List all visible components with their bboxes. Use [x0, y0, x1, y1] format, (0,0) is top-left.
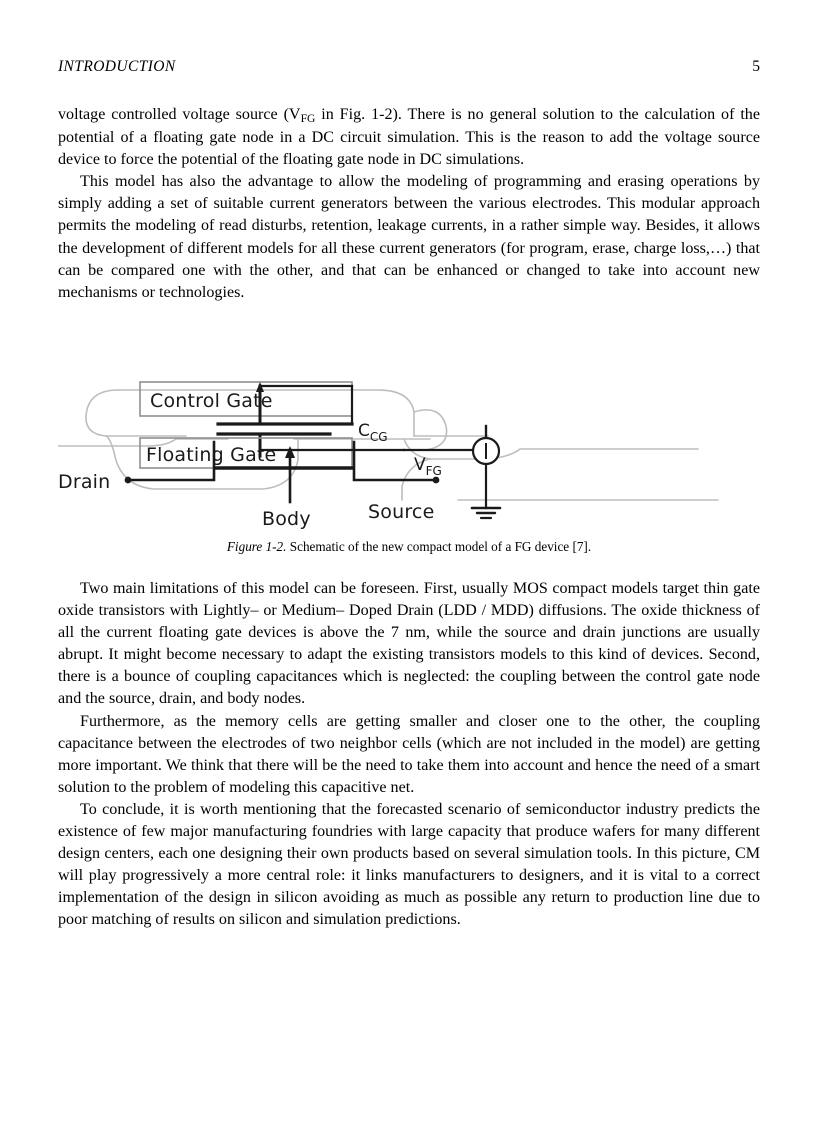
paragraph-5: To conclude, it is worth mentioning that the forecasted scenario of semiconductor industry predicts the existence of few major manufacturing foundries with large capacity that produce wafers for many different design centers, each one designing their own products based on several simulation tools. In this picture, CM will play progressively a more central role: it links manufacturers to designers, and it is vital to a correct implementation of the design in silicon avoiding as much as possible any return to production line due to poor matching of results on silicon and simulation predictions.: [58, 800, 760, 929]
body-text-lower: [58, 578, 760, 932]
drain-terminal-dot: [125, 477, 132, 484]
running-head-title: INTRODUCTION: [58, 58, 176, 75]
label-body: Body: [262, 508, 311, 530]
page-number: 5: [752, 58, 760, 75]
figure-caption-number: Figure 1-2.: [226, 539, 287, 554]
body-text-upper: [58, 104, 760, 304]
figure-caption: [58, 538, 760, 555]
figure-canvas: [58, 360, 760, 532]
label-drain: Drain: [58, 471, 111, 493]
figure-1-2: [58, 360, 760, 555]
fg-device-schematic: [58, 360, 760, 532]
ground-symbol: [472, 508, 500, 518]
paragraph-3: Two main limitations of this model can be foreseen. First, usually MOS compact models target thin gate oxide transistors with Lightly– or Medium– Doped Drain (LDD / MDD) diffusions. The oxide thickness of all the current floating gate devices is above the 7 nm, while the source and drain junctions are usually abrupt. It might become necessary to adapt the existing transistors models to this kind of devices. Second, there is a bounce of coupling capacitances which is neglected: the coupling between the control gate node and the source, drain, and body nodes.: [58, 580, 760, 708]
running-head: [58, 58, 760, 76]
label-control-gate: Control Gate: [150, 390, 273, 412]
label-source: Source: [368, 501, 435, 523]
paragraph-1: voltage controlled voltage source ($V_{FG}$ in Fig. 1-2). There is no general solution to the calculation of the potential of a floating gate node in a DC circuit simulation. This is the reason to add the voltage source device to force the potential of the floating gate node in DC simulations.: [58, 106, 760, 169]
label-voltage-source: $V_{FG}$: [414, 455, 442, 478]
label-floating-gate: Floating Gate: [146, 444, 277, 466]
paragraph-2: This model has also the advantage to allow the modeling of programming and erasing operations by simply adding a set of suitable current generators between the various electrodes. This modular approach permits the modeling of read disturbs, retention, leakage currents, in a rather simple way. Besides, it allows the development of different models for all these current generators (for program, erase, charge loss,…) that can be compared one with the other, and that can be enhanced or changed to take into account new mechanisms or technologies.: [58, 173, 760, 301]
paragraph-4: Furthermore, as the memory cells are getting smaller and closer one to the other, the coupling capacitance between the electrodes of two neighbor cells (which are not included in the model) are getting more important. We think that there will be the need to take them into account and hence the need of a smart solution to the problem of modeling this capacitive net.: [58, 712, 760, 796]
label-capacitor: $C_{CG}$: [358, 421, 388, 444]
body-arrowhead: [285, 446, 295, 458]
figure-caption-text: Schematic of the new compact model of a FG device [7].: [286, 539, 592, 554]
